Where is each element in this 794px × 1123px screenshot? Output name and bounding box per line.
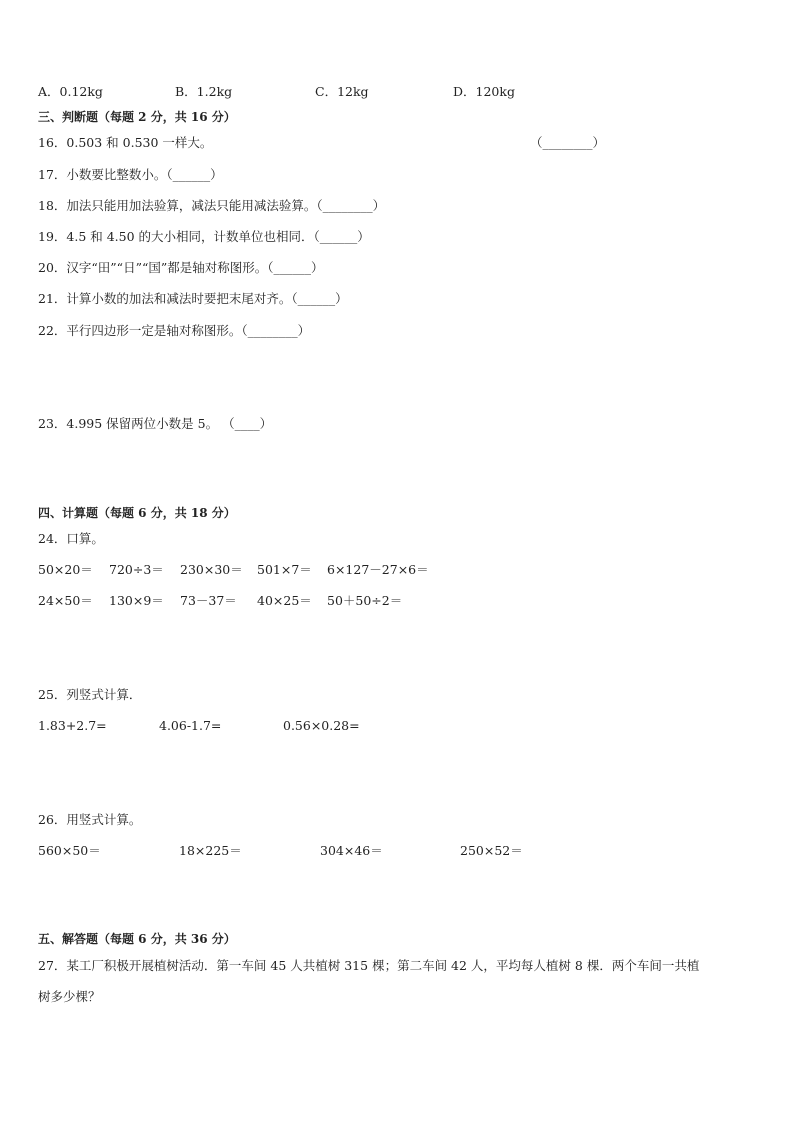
question-25-label: 25．列竖式计算． <box>38 687 142 702</box>
q26-expression: 560×50＝ <box>38 843 101 858</box>
q24-expression: 6×127－27×6＝ <box>327 562 429 577</box>
q25-expression: 1.83+2.7= <box>38 718 107 733</box>
question-27-line-1: 27．某工厂积极开展植树活动．第一车间 45 人共植树 315 棵；第二车间 42 人，平均每人植树 8 棵．两个车间一共植 <box>38 958 700 973</box>
q26-expression: 250×52＝ <box>460 843 523 858</box>
q24-expression: 40×25＝ <box>257 593 312 608</box>
question-24-label: 24．口算。 <box>38 531 104 546</box>
q15-option-b: B．1.2kg <box>175 84 233 99</box>
q24-expression: 50×20＝ <box>38 562 93 577</box>
q24-expression: 230×30＝ <box>180 562 243 577</box>
question-16: 16．0.503 和 0.530 一样大。 <box>38 135 213 150</box>
q15-option-a: A．0.12kg <box>38 84 103 99</box>
question-17: 17．小数要比整数小。（______） <box>38 167 223 182</box>
section-5-title: 五、解答题（每题 6 分，共 36 分） <box>38 932 236 946</box>
question-19: 19．4.5 和 4.50 的大小相同，计数单位也相同．（______） <box>38 229 370 244</box>
question-21: 21．计算小数的加法和减法时要把末尾对齐。（______） <box>38 291 348 306</box>
q26-expression: 304×46＝ <box>320 843 383 858</box>
q24-expression: 720÷3＝ <box>109 562 164 577</box>
question-22: 22．平行四边形一定是轴对称图形。（________） <box>38 323 311 338</box>
q24-expression: 50＋50÷2＝ <box>327 593 403 608</box>
q25-expression: 0.56×0.28= <box>283 718 360 733</box>
question-26-label: 26．用竖式计算。 <box>38 812 142 827</box>
q24-expression: 130×9＝ <box>109 593 164 608</box>
question-27-line-2: 树多少棵？ <box>38 989 101 1004</box>
question-23: 23．4.995 保留两位小数是 5。 （____） <box>38 416 273 431</box>
q24-expression: 501×7＝ <box>257 562 312 577</box>
q15-option-d: D．120kg <box>453 84 515 99</box>
question-18: 18．加法只能用加法验算，减法只能用减法验算。（________） <box>38 198 386 213</box>
q25-expression: 4.06-1.7= <box>159 718 222 733</box>
section-4-title: 四、计算题（每题 6 分，共 18 分） <box>38 506 236 520</box>
q15-option-c: C．12kg <box>315 84 369 99</box>
question-16-answer-blank: （________） <box>530 135 606 150</box>
q24-expression: 24×50＝ <box>38 593 93 608</box>
section-3-title: 三、判断题（每题 2 分，共 16 分） <box>38 110 236 124</box>
q24-expression: 73－37＝ <box>180 593 237 608</box>
q26-expression: 18×225＝ <box>179 843 242 858</box>
question-20: 20．汉字“田”“日”“国”都是轴对称图形。（______） <box>38 260 324 275</box>
